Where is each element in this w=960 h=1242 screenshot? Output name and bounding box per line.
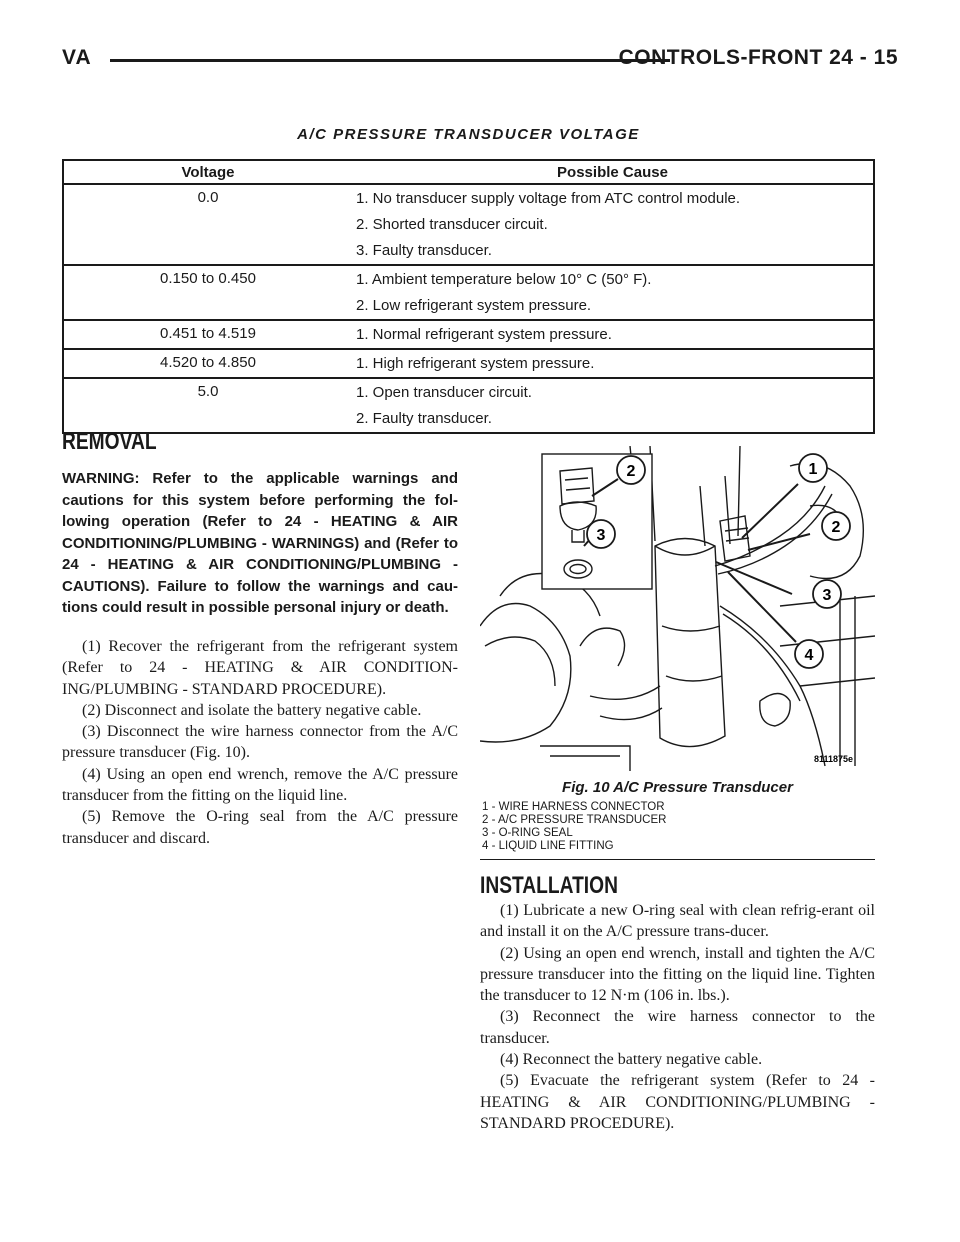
removal-step: (3) Disconnect the wire harness connector from the A/C pressure transducer (Fig. 10).: [62, 723, 458, 762]
figure-legend: [482, 801, 877, 853]
cause-line: 1. Open transducer circuit.: [356, 384, 532, 401]
cause-line: 3. Faulty transducer.: [356, 242, 492, 259]
legend-rule: [480, 859, 875, 860]
section-page-label: CONTROLS-FRONT 24 - 15: [618, 46, 898, 69]
callout-4: 4: [804, 647, 814, 664]
legend-item: 1 - WIRE HARNESS CONNECTOR: [482, 801, 665, 813]
table-row: [63, 378, 874, 433]
cause-line: 1. High refrigerant system pressure.: [356, 355, 595, 372]
callout-2: 2: [831, 519, 841, 536]
cause-cell: [352, 184, 874, 265]
page-header: [62, 40, 898, 80]
cause-cell: [352, 349, 874, 378]
cause-line: 2. Faulty transducer.: [356, 410, 492, 427]
removal-step: (2) Disconnect and isolate the battery negative cable.: [82, 701, 422, 719]
table-header-row: [63, 160, 874, 184]
removal-heading: REMOVAL: [62, 428, 157, 455]
cause-cell: [352, 265, 874, 320]
installation-heading: INSTALLATION: [480, 872, 618, 899]
cause-line: 2. Shorted transducer circuit.: [356, 216, 548, 233]
column-header-cause: Possible Cause: [352, 160, 874, 184]
table-row: [63, 265, 874, 320]
installation-step: (5) Evacuate the refrigerant system (Refer to 24 - HEATING & AIR CONDITIONING/PLUMBING - STANDARD PROCEDURE).: [480, 1072, 875, 1132]
voltage-cell: 0.451 to 4.519: [63, 320, 352, 349]
callout-3-inset: 3: [596, 527, 606, 544]
warning-paragraph: WARNING: Refer to the applicable warnings and cautions for this system before performing the fol-lowing operation (Refer to 24 - HEATING & AIR CONDITIONING/PLUMBING - WARNINGS) and (Refer to 24 - HEATING & AIR CONDITIONING/PLUMBING - CAUTIONS). Failure to follow the warnings and cau-tions could result in possible personal injury or death.: [62, 470, 458, 616]
callout-2-inset: 2: [626, 463, 636, 480]
removal-step: (5) Remove the O-ring seal from the A/C pressure transducer and discard.: [62, 808, 458, 847]
manual-code: VA: [62, 46, 92, 69]
header-rule: [110, 59, 670, 62]
legend-item: 4 - LIQUID LINE FITTING: [482, 840, 614, 852]
table-title: A/C PRESSURE TRANSDUCER VOLTAGE: [297, 126, 640, 143]
table-row: [63, 184, 874, 265]
installation-step: (1) Lubricate a new O-ring seal with clean refrig-erant oil and install it on the A/C pressure trans-ducer.: [480, 902, 875, 941]
installation-step: (3) Reconnect the wire harness connector to the transducer.: [480, 1008, 875, 1047]
cause-line: 1. Ambient temperature below 10° C (50° F).: [356, 271, 652, 288]
callout-3: 3: [822, 587, 832, 604]
cause-line: 1. No transducer supply voltage from ATC control module.: [356, 190, 741, 207]
transducer-illustration: [480, 446, 875, 771]
installation-step: (2) Using an open end wrench, install and tighten the A/C pressure transducer into the fitting on the liquid line. Tighten the transducer to 12 N·m (106 in. lbs.).: [480, 944, 875, 1005]
voltage-cell: 4.520 to 4.850: [63, 349, 352, 378]
installation-steps: [480, 900, 875, 1134]
removal-step: (4) Using an open end wrench, remove the A/C pressure transducer from the fitting on the liquid line.: [62, 765, 458, 805]
table-row: [63, 320, 874, 349]
callout-1: 1: [808, 461, 818, 478]
legend-item: 2 - A/C PRESSURE TRANSDUCER: [482, 814, 667, 826]
column-header-voltage: Voltage: [63, 160, 352, 184]
removal-step: (1) Recover the refrigerant from the refrigerant system (Refer to 24 - HEATING & AIR CONDITION-ING/PLUMBING - STANDARD PROCEDURE).: [62, 638, 458, 698]
voltage-cell: 0.150 to 0.450: [63, 265, 352, 320]
cause-line: 2. Low refrigerant system pressure.: [356, 297, 592, 314]
cause-line: 1. Normal refrigerant system pressure.: [356, 326, 612, 343]
figure-caption: Fig. 10 A/C Pressure Transducer: [562, 779, 793, 796]
cause-cell: [352, 378, 874, 433]
table-row: [63, 349, 874, 378]
voltage-cell: 0.0: [63, 184, 352, 265]
cause-cell: [352, 320, 874, 349]
figure-code: 8111875e: [814, 754, 854, 764]
voltage-cell: 5.0: [63, 378, 352, 433]
legend-item: 3 - O-RING SEAL: [482, 827, 573, 839]
removal-steps: [62, 636, 458, 849]
installation-step: (4) Reconnect the battery negative cable.: [500, 1051, 763, 1069]
voltage-table: [62, 159, 875, 434]
